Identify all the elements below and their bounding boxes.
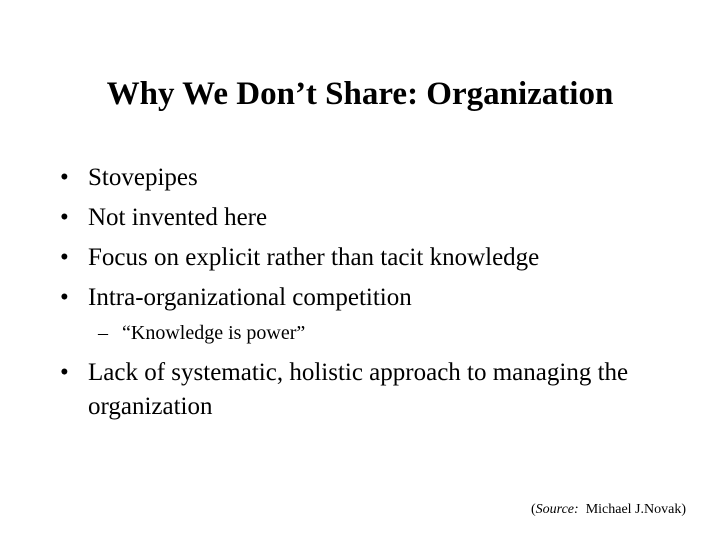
- bullet-item: [60, 241, 539, 275]
- bullet-text: Lack of systematic, holistic approach to managing the organization: [88, 359, 629, 420]
- bullet-text: Intra-organizational competition: [88, 284, 412, 311]
- slide-title: Why We Don’t Share: Organization: [106, 76, 614, 112]
- sub-bullet-item: [98, 318, 305, 348]
- bullet-item: [60, 161, 198, 195]
- sub-bullet-text: “Knowledge is power”: [122, 322, 306, 344]
- bullet-item: [60, 281, 412, 315]
- source-citation: [531, 500, 686, 520]
- bullet-icon: •: [60, 359, 69, 386]
- bullet-text: Focus on explicit rather than tacit knowledge: [88, 244, 540, 271]
- source-open-paren: (: [530, 502, 536, 517]
- bullet-item: [60, 201, 267, 235]
- bullet-icon: •: [60, 284, 69, 311]
- bullet-icon: •: [60, 164, 69, 191]
- bullet-icon: •: [60, 204, 69, 231]
- dash-icon: –: [98, 322, 108, 344]
- source-author: Michael J.Novak): [585, 502, 686, 517]
- bullet-item: [60, 356, 680, 424]
- bullet-text: Stovepipes: [88, 164, 198, 191]
- bullet-text: Not invented here: [88, 204, 268, 231]
- source-label: Source:: [535, 502, 579, 517]
- bullet-icon: •: [60, 244, 69, 271]
